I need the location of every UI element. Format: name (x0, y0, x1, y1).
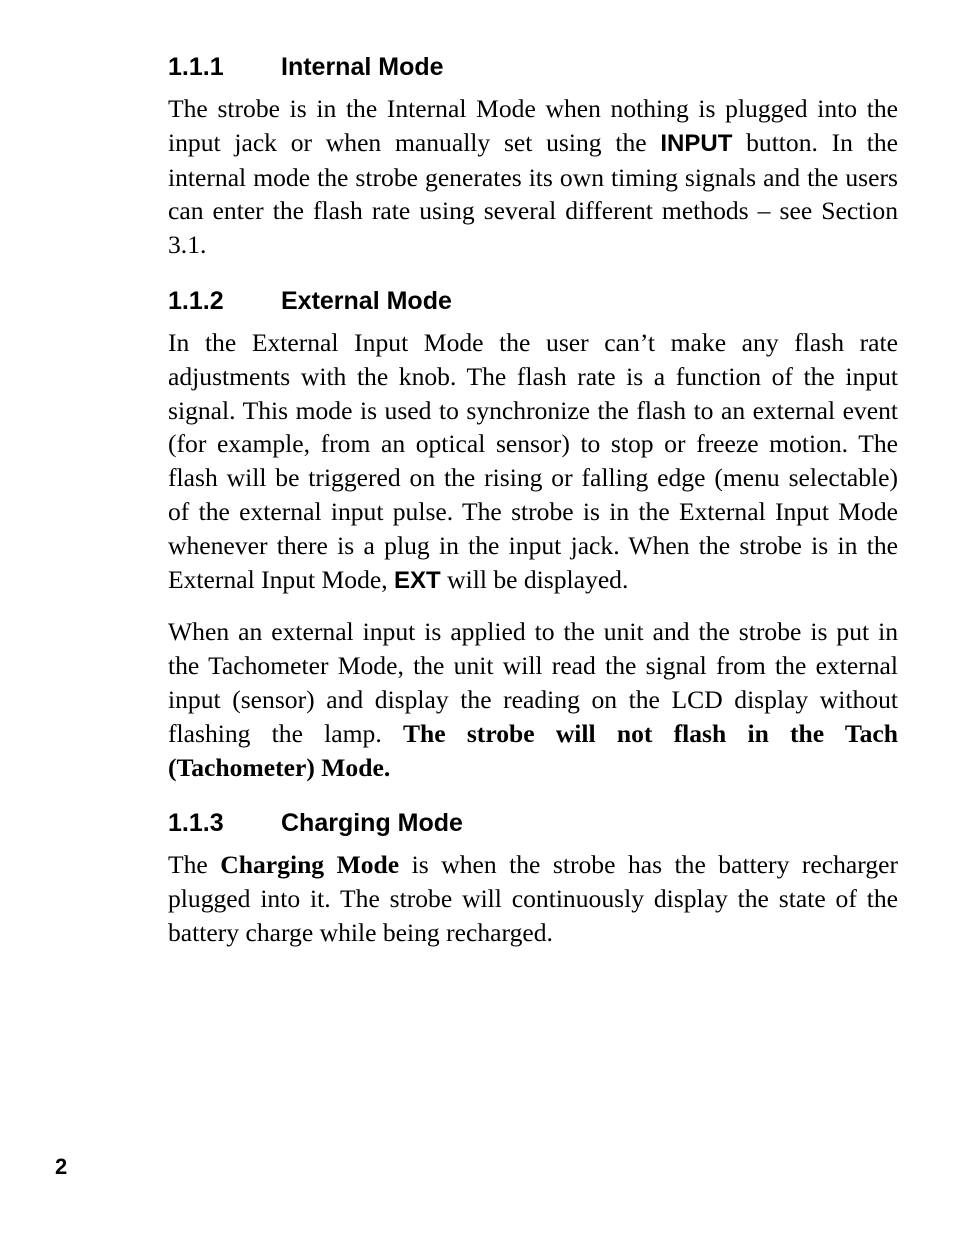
section-number: 1.1.3 (168, 809, 224, 838)
bold-term: Charging Mode (220, 850, 400, 880)
section-heading (168, 284, 898, 318)
page-number: 2 (55, 1154, 68, 1179)
section-number: 1.1.2 (168, 286, 224, 315)
body-paragraph (168, 615, 898, 784)
section-heading (168, 806, 898, 840)
section-number: 1.1.1 (168, 53, 224, 81)
text-run: When an external input is applied to the unit and the strobe is put in the Tachometer Mode, the unit will read the signal from the external input (sensor) and display the reading on the LCD display without flashing the lamp. (168, 617, 898, 748)
body-paragraph (168, 848, 898, 949)
text-run: The strobe is in the Internal Mode when nothing is plugged into the input jack or when manually set using the (168, 94, 898, 157)
ext-display-term: EXT (394, 566, 441, 594)
section-title: Charging Mode (281, 809, 463, 838)
section-heading (168, 50, 898, 84)
section-title: External Mode (281, 286, 452, 315)
section-title: Internal Mode (281, 53, 444, 81)
body-paragraph (168, 92, 898, 262)
input-button-term: INPUT (660, 129, 733, 157)
text-run: In the External Input Mode the user can’t make any flash rate adjustments with the knob. The flash rate is a function of the input signal. This mode is used to synchronize the flash to an external event (for example, from an optical sensor) to stop or freeze motion. The flash will be triggered on the rising or falling edge (menu selectable) of the external input pulse. The strobe is in the External Input Mode whenever there is a plug in the input jack. When the strobe is in the External Input Mode, (168, 327, 898, 594)
section-internal-mode (168, 50, 898, 262)
text-run: will be displayed. (440, 564, 629, 594)
section-charging-mode (168, 806, 898, 949)
bold-note: The strobe will not flash in the Tach (Tachometer) Mode. (168, 718, 898, 782)
document-page (168, 50, 898, 972)
body-paragraph (168, 326, 898, 597)
text-run: is when the strobe has the battery recharger plugged into it. The strobe will continuously display the state of the battery charge while being recharged. (168, 850, 898, 947)
section-external-mode (168, 284, 898, 784)
text-run: button. In the internal mode the strobe generates its own timing signals and the users can enter the flash rate using several different methods – see Section 3.1. (168, 127, 898, 260)
text-run: The (168, 850, 221, 880)
